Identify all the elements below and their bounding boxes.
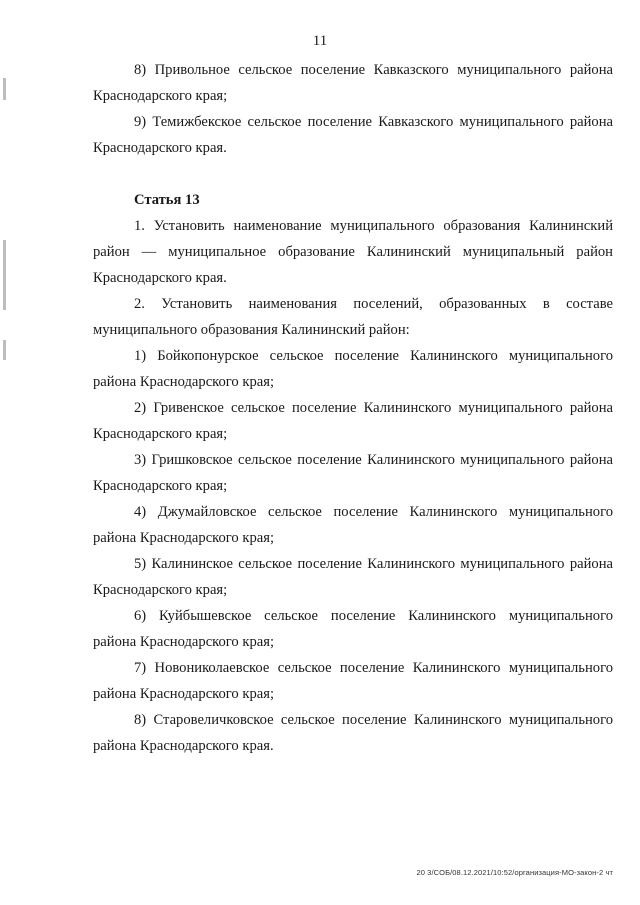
margin-scan-mark bbox=[3, 340, 6, 360]
list-item: 8) Привольное сельское поселение Кавказского муниципального района Краснодарского края; bbox=[93, 62, 613, 104]
list-item: 4) Джумайловское сельское поселение Калининского муниципального района Краснодарского края; bbox=[93, 504, 613, 546]
list-item: 8) Старовеличковское сельское поселение Калининского муниципального района Краснодарского края. bbox=[93, 712, 613, 754]
list-item: 7) Новониколаевское сельское поселение Калининского муниципального района Краснодарского края; bbox=[93, 660, 613, 702]
article-heading: Статья 13 bbox=[134, 192, 200, 208]
list-item: 6) Куйбышевское сельское поселение Калининского муниципального района Краснодарского края; bbox=[93, 608, 613, 650]
page-number: 11 bbox=[312, 33, 328, 49]
margin-scan-mark bbox=[3, 78, 6, 100]
spacer bbox=[93, 161, 613, 187]
list-item: 3) Гришковское сельское поселение Калининского муниципального района Краснодарского края; bbox=[93, 452, 613, 494]
article-paragraph: 2. Установить наименования поселений, образованных в составе муниципального образования Калининский район: bbox=[93, 296, 613, 338]
document-body bbox=[93, 57, 613, 759]
list-item: 1) Бойкопонурское сельское поселение Калининского муниципального района Краснодарского края; bbox=[93, 348, 613, 390]
list-item: 9) Темижбекское сельское поселение Кавказского муниципального района Краснодарского края. bbox=[93, 114, 613, 156]
list-item: 5) Калининское сельское поселение Калининского муниципального района Краснодарского края; bbox=[93, 556, 613, 598]
margin-scan-mark bbox=[3, 240, 6, 310]
article-paragraph: 1. Установить наименование муниципального образования Калининский район — муниципальное образование Калининский муниципальный район Краснодарского края. bbox=[93, 218, 613, 286]
list-item: 2) Гривенское сельское поселение Калининского муниципального района Краснодарского края; bbox=[93, 400, 613, 442]
document-footer: 20 3/COБ/08.12.2021/10:52/организация-МО-закон-2 чт bbox=[416, 868, 613, 877]
